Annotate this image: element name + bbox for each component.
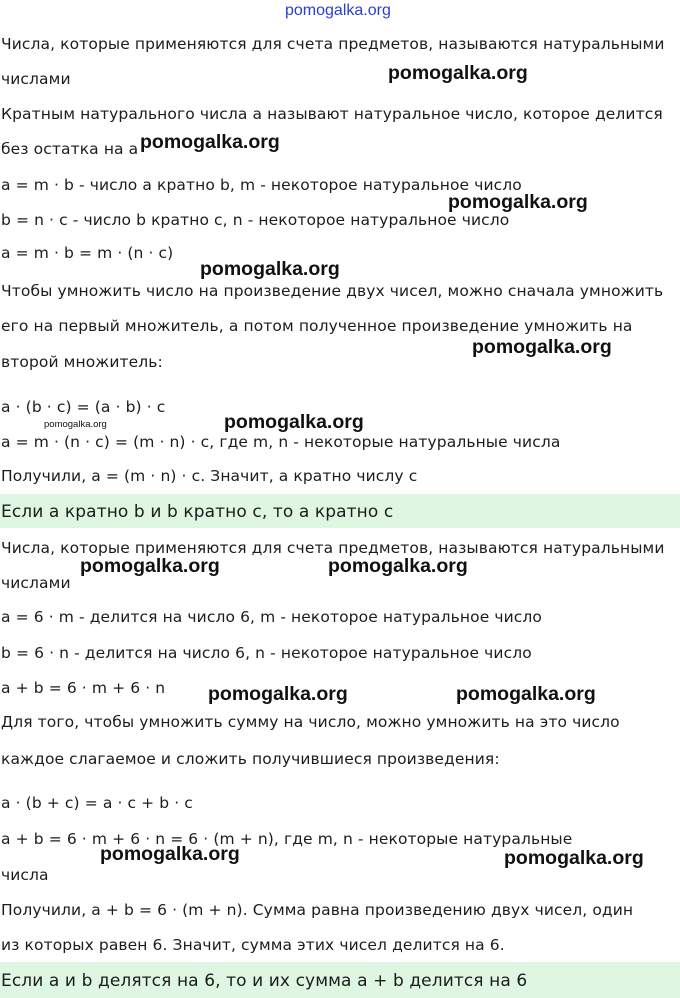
watermark-text: pomogalka.org <box>140 131 280 153</box>
math-line: a = m · b = m · (n · c) <box>1 244 174 262</box>
math-line: a = m · (n · c) = (m · n) · c, где m, n - некоторые натуральные числа <box>1 433 561 451</box>
text-line: его на первый множитель, а потом полученное произведение умножить на <box>1 317 633 335</box>
math-line: Получили, a + b = 6 · (m + n). Сумма равна произведению двух чисел, один <box>1 901 634 919</box>
text-line: Для того, чтобы умножить сумму на число, можно умножить на это число <box>1 713 620 731</box>
site-header-link[interactable]: pomogalka.org <box>285 2 391 19</box>
text-line: Кратным натурального числа a называют натуральное число, которое делится <box>1 105 663 123</box>
math-line: a + b = 6 · m + 6 · n = 6 · (m + n), где m, n - некоторые натуральные <box>1 830 573 848</box>
watermark-text: pomogalka.org <box>448 191 588 213</box>
watermark-text: pomogalka.org <box>200 258 340 280</box>
watermark-text: pomogalka.org <box>456 683 596 705</box>
text-line: Числа, которые применяются для счета предметов, называются натуральными <box>1 539 665 557</box>
math-line: a · (b + c) = a · c + b · c <box>1 794 193 812</box>
watermark-text: pomogalka.org <box>224 411 364 433</box>
watermark-text: pomogalka.org <box>208 683 348 705</box>
rule-highlight-box <box>0 962 680 998</box>
rule-text: Если a и b делятся на 6, то и их сумма a + b делится на 6 <box>1 971 528 991</box>
watermark-text: pomogalka.org <box>100 843 240 865</box>
math-line: b = n · c - число b кратно c, n - некоторое натуральное число <box>1 211 510 229</box>
text-line: из которых равен 6. Значит, сумма этих чисел делится на 6. <box>1 936 505 954</box>
math-line: a · (b · c) = (a · b) · c <box>1 398 166 416</box>
watermark-text: pomogalka.org <box>472 336 612 358</box>
text-line: каждое слагаемое и сложить получившиеся произведения: <box>1 750 500 768</box>
text-line: Числа, которые применяются для счета предметов, называются натуральными <box>1 35 665 53</box>
math-line: Получили, a = (m · n) · c. Значит, a кратно числу c <box>1 467 418 485</box>
text-line: числами <box>1 574 71 592</box>
text-line: второй множитель: <box>1 353 163 371</box>
math-line: a = 6 · m - делится на число 6, m - некоторое натуральное число <box>1 608 543 626</box>
rule-highlight-box <box>0 494 680 528</box>
text-line: числа <box>1 866 49 884</box>
text-line: числами <box>1 70 71 88</box>
watermark-text: pomogalka.org <box>504 847 644 869</box>
watermark-text: pomogalka.org <box>328 555 468 577</box>
rule-text: Если a кратно b и b кратно c, то a кратно c <box>1 502 394 522</box>
watermark-text: pomogalka.org <box>80 555 220 577</box>
math-line: a = m · b - число a кратно b, m - некоторое натуральное число <box>1 176 522 194</box>
math-line: b = 6 · n - делится на число 6, n - некоторое натуральное число <box>1 644 532 662</box>
watermark-text: pomogalka.org <box>388 62 528 84</box>
text-line: Чтобы умножить число на произведение двух чисел, можно сначала умножить <box>1 282 664 300</box>
text-line: без остатка на a <box>1 140 139 158</box>
math-line: a + b = 6 · m + 6 · n <box>1 679 166 697</box>
watermark-text-small: pomogalka.org <box>44 419 107 430</box>
